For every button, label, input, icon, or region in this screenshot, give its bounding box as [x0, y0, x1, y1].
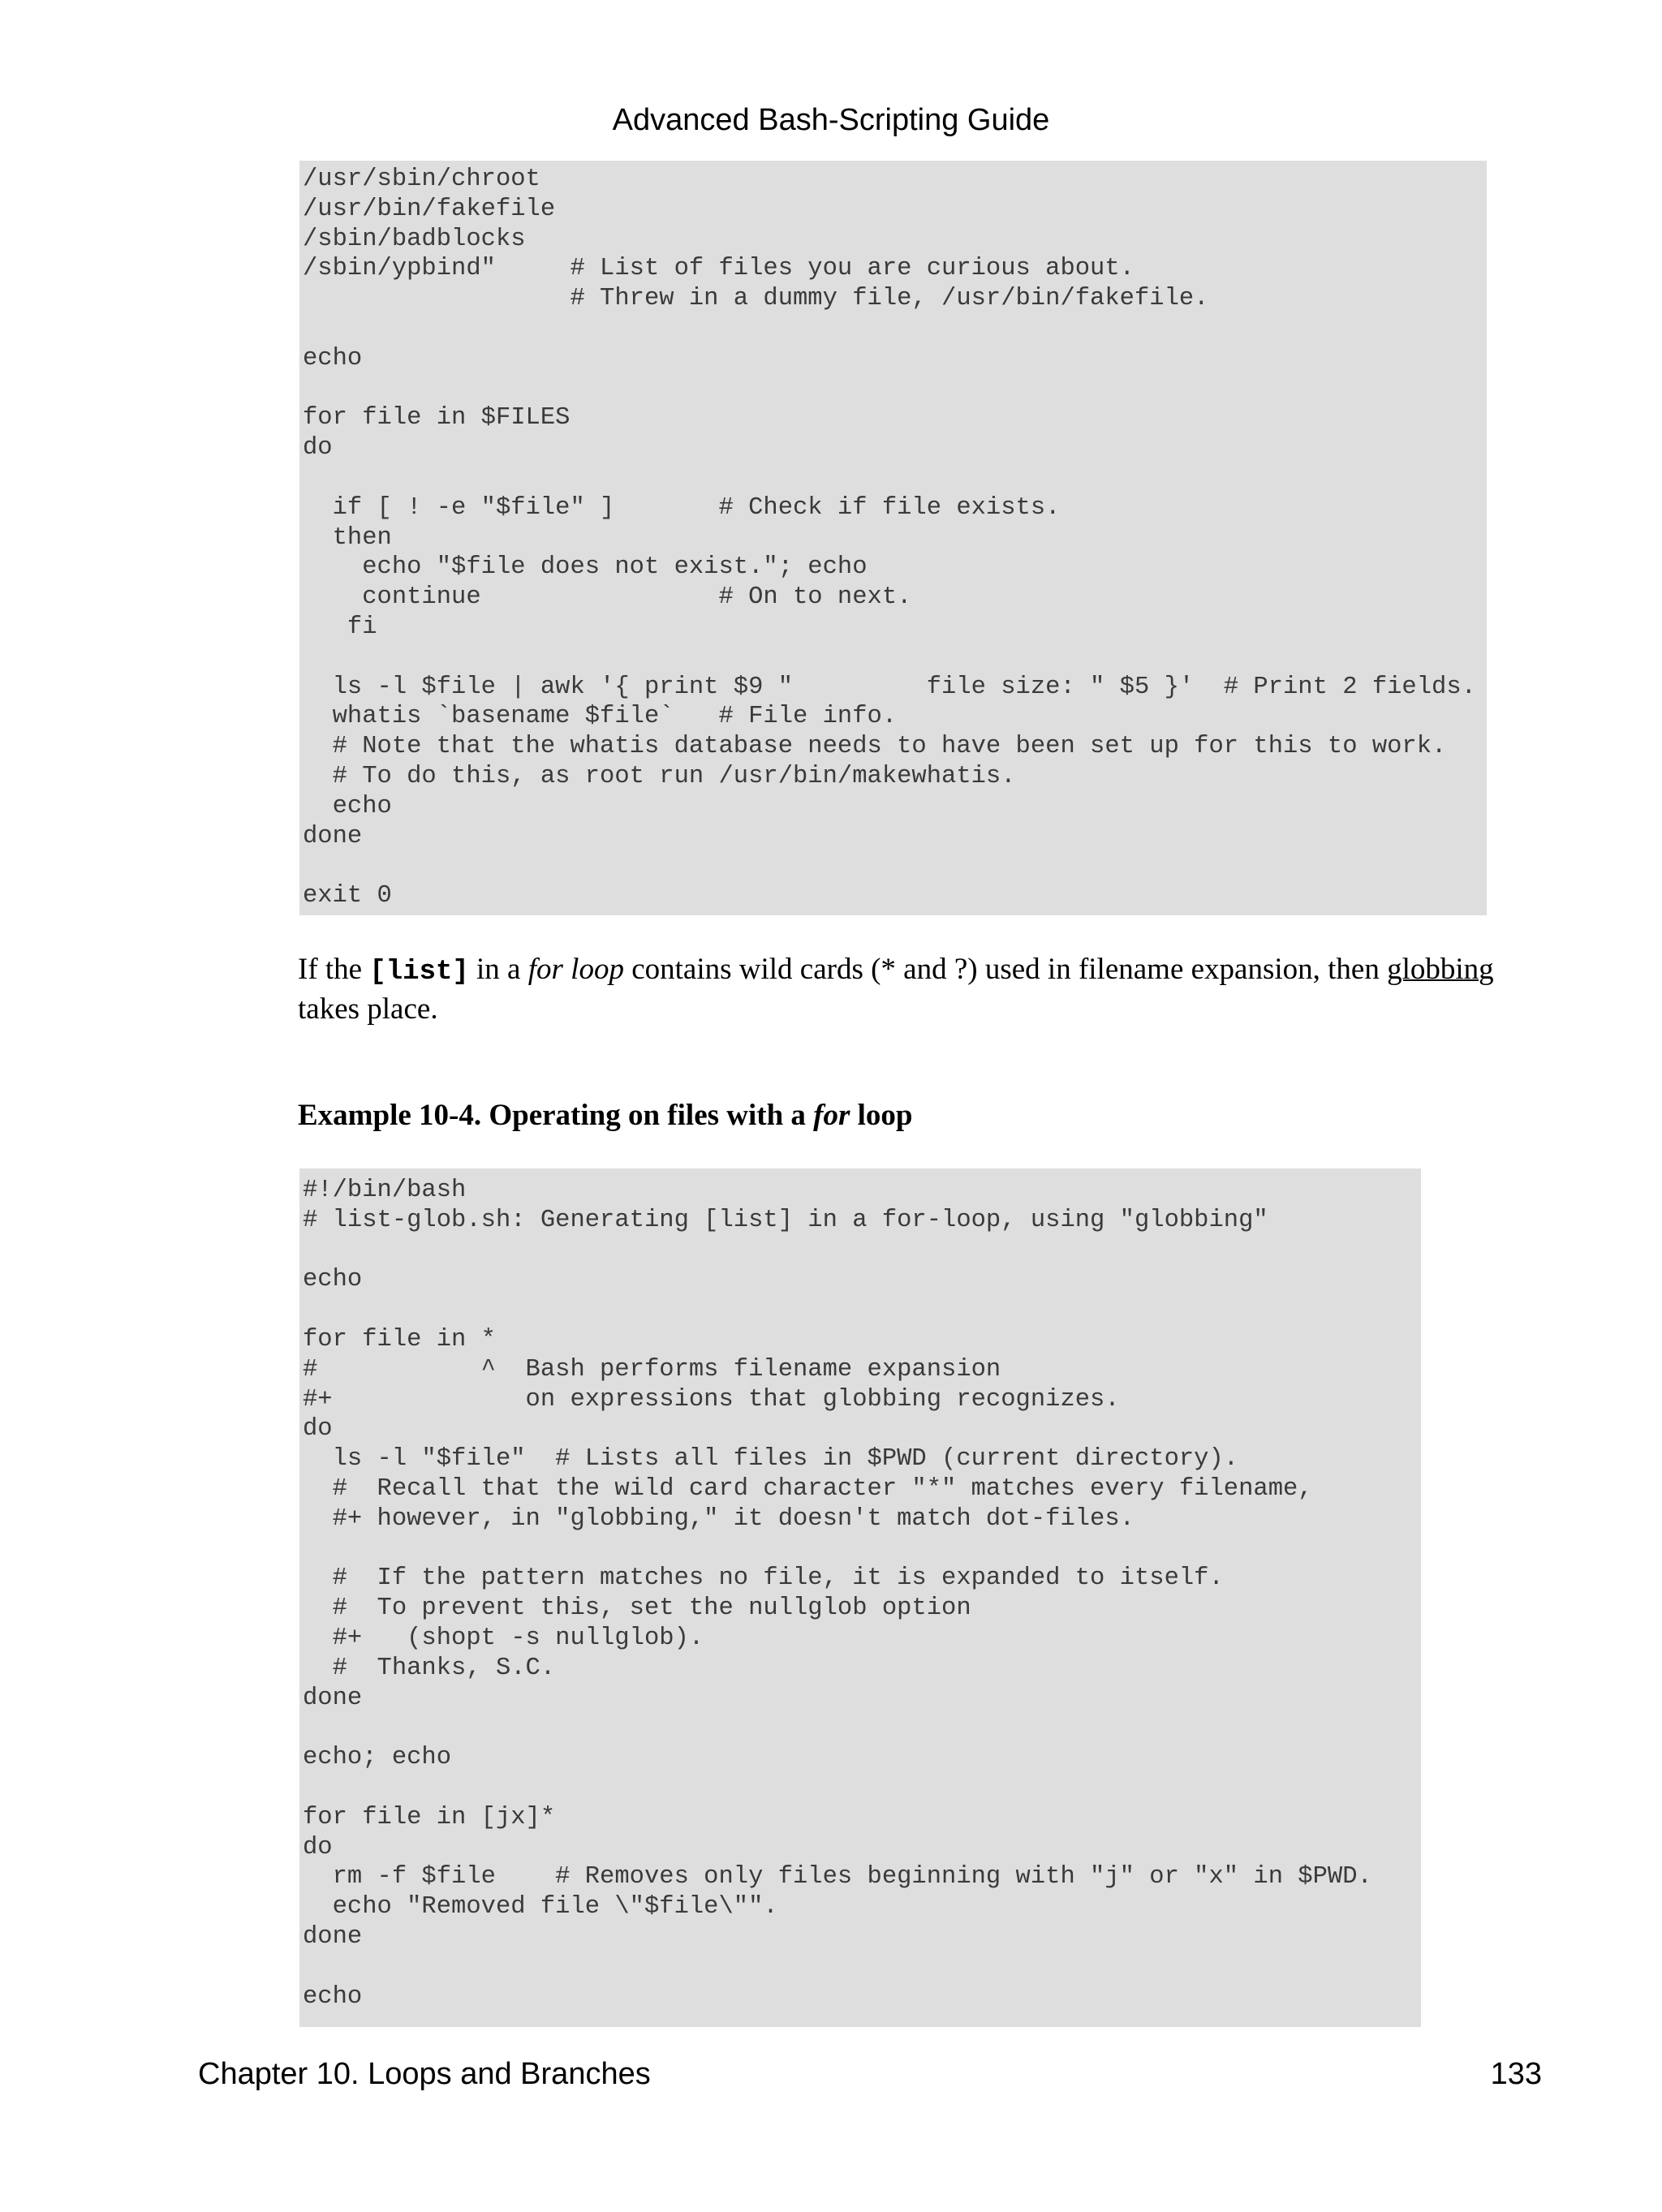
code-line: do [303, 434, 333, 463]
code-line: #+ (shopt -s nullglob). [303, 1624, 704, 1652]
code-line: /usr/sbin/chroot [303, 166, 540, 193]
code-line: done [303, 1684, 363, 1712]
code-line [303, 643, 1487, 673]
paragraph-text-in-a: in a [468, 953, 528, 986]
code-line: echo [303, 1982, 363, 2011]
code-line: # list-glob.sh: Generating [list] in a for-loop, using "globbing" [303, 1206, 1268, 1234]
code-line [303, 314, 1487, 344]
code-line: do [303, 1833, 333, 1861]
code-line: echo "Removed file \"$file\"". [303, 1893, 778, 1922]
paragraph-text-start: If the [298, 953, 370, 986]
globbing-paragraph [298, 951, 1523, 1027]
code-line: #+ however, in "globbing," it doesn't match dot-files. [303, 1504, 1135, 1533]
code-line: echo [303, 344, 363, 372]
code-line: for file in $FILES [303, 404, 571, 433]
example-title-italic: for [813, 1099, 850, 1132]
globbing-link[interactable]: globbing [1387, 953, 1494, 986]
code-line [303, 1773, 1421, 1803]
paragraph-text-middle: contains wild cards (* and ?) used in filename expansion, then [623, 953, 1388, 986]
code-line: fi [303, 613, 377, 641]
example-title [298, 1097, 913, 1134]
code-block-list-glob [299, 1168, 1421, 2027]
list-code-term: [list] [369, 957, 469, 988]
code-line: then [303, 523, 392, 552]
code-line: /sbin/badblocks [303, 225, 526, 253]
code-line: do [303, 1415, 333, 1444]
code-line [303, 1534, 1421, 1564]
code-line: # To prevent this, set the nullglob option [303, 1594, 971, 1623]
code-line: whatis `basename $file` # File info. [303, 703, 898, 731]
code-line [303, 1713, 1421, 1743]
example-title-suffix: loop [850, 1099, 913, 1132]
code-line: continue # On to next. [303, 583, 912, 612]
code-line: ls -l "$file" # Lists all files in $PWD (current directory). [303, 1445, 1239, 1474]
code-line: # ^ Bash performs filename expansion [303, 1355, 1001, 1384]
paragraph-text-end: takes place. [298, 992, 438, 1026]
code-line [303, 1236, 1421, 1266]
code-line: # Recall that the wild card character "*" matches every filename, [303, 1474, 1313, 1503]
code-line: # Note that the whatis database needs to have been set up for this to work. [303, 733, 1447, 761]
code-line: # To do this, as root run /usr/bin/makewhatis. [303, 762, 1016, 790]
code-line: exit 0 [303, 882, 392, 910]
code-line [303, 1295, 1421, 1325]
code-line: /sbin/ypbind" # List of files you are curious about. [303, 255, 1135, 283]
code-line: for file in * [303, 1325, 496, 1353]
code-line: # Thanks, S.C. [303, 1654, 556, 1682]
footer-page-number: 133 [1490, 2057, 1542, 2091]
code-line: #!/bin/bash [303, 1177, 467, 1204]
code-line: if [ ! -e "$file" ] # Check if file exists. [303, 493, 1061, 522]
code-line [303, 463, 1487, 493]
code-line: echo "$file does not exist."; echo [303, 553, 868, 582]
code-line: echo; echo [303, 1744, 452, 1772]
code-line: /usr/bin/fakefile [303, 195, 556, 223]
code-line: done [303, 822, 363, 850]
code-line [303, 851, 1487, 881]
footer-chapter-title: Chapter 10. Loops and Branches [198, 2057, 651, 2091]
code-line [303, 374, 1487, 404]
code-line [303, 1952, 1421, 1982]
code-line: # If the pattern matches no file, it is expanded to itself. [303, 1564, 1224, 1593]
code-block-file-info [299, 161, 1487, 915]
code-line: for file in [jx]* [303, 1803, 556, 1831]
code-line: echo [303, 1266, 363, 1294]
for-loop-term: for loop [527, 953, 624, 986]
page-header-title: Advanced Bash-Scripting Guide [612, 103, 1050, 137]
code-line: ls -l $file | awk '{ print $9 " file size: " $5 }' # Print 2 fields. [303, 673, 1476, 701]
code-line: #+ on expressions that globbing recognizes. [303, 1385, 1120, 1414]
code-line: rm -f $file # Removes only files beginning with "j" or "x" in $PWD. [303, 1863, 1372, 1891]
code-line: done [303, 1922, 363, 1951]
code-line: # Threw in a dummy file, /usr/bin/fakefile. [303, 285, 1209, 313]
example-title-prefix: Example 10-4. Operating on files with a [298, 1099, 814, 1132]
code-line: echo [303, 792, 392, 820]
